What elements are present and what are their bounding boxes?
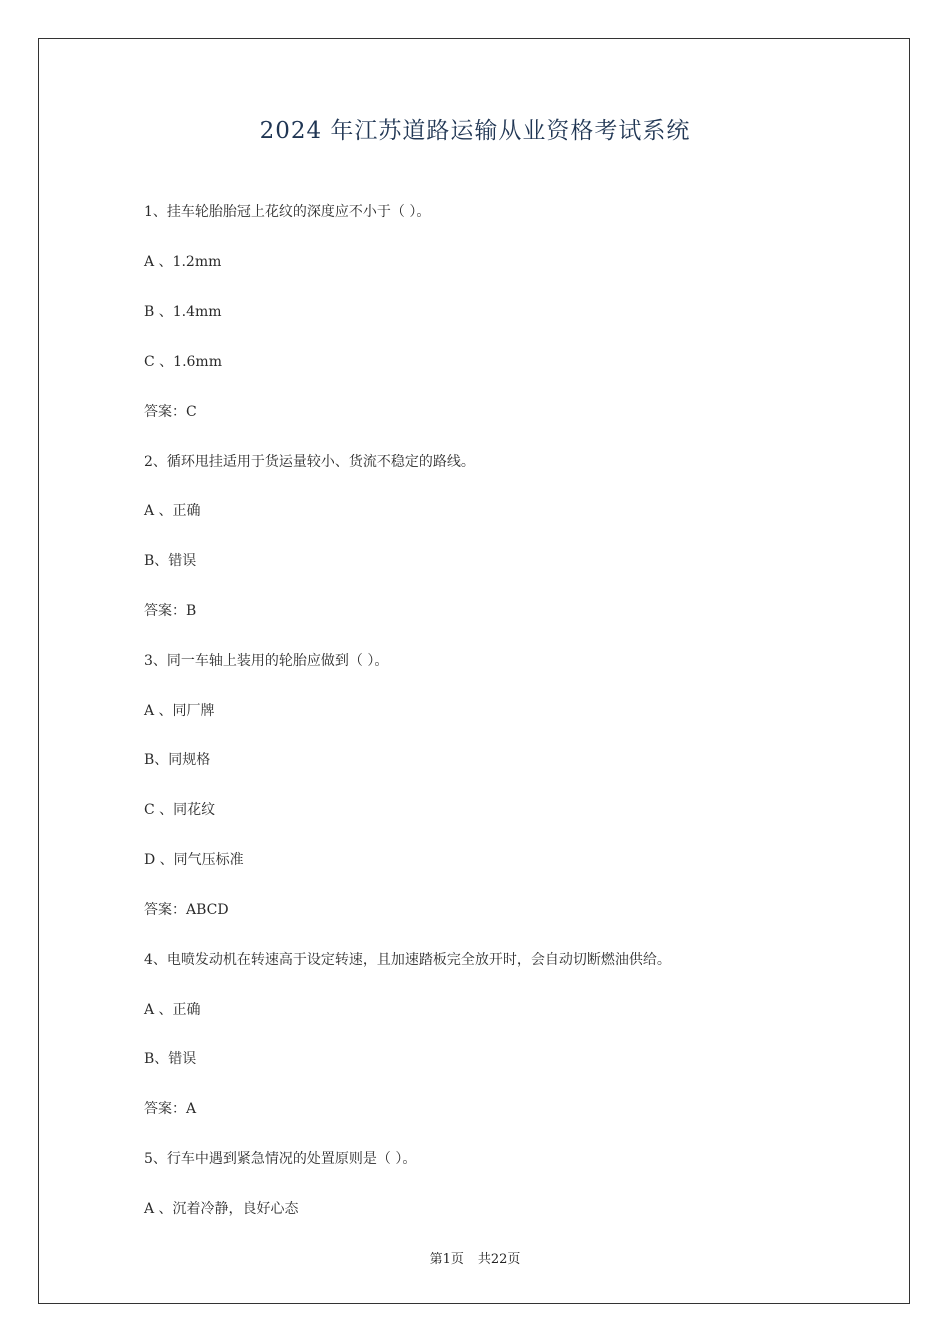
question-1: 1、挂车轮胎胎冠上花纹的深度应不小于（ ）。 [144, 204, 431, 220]
option-3d: D 、同气压标准 [144, 852, 244, 868]
question-5: 5、行车中遇到紧急情况的处置原则是（ ）。 [144, 1151, 417, 1167]
page-number: 第1页 [429, 1252, 464, 1267]
option-3b: B、同规格 [144, 752, 211, 768]
question-3: 3、同一车轴上装用的轮胎应做到（ ）。 [144, 653, 389, 669]
option-4a: A 、正确 [144, 1002, 201, 1018]
answer-3: 答案：ABCD [144, 902, 229, 918]
option-2a: A 、正确 [144, 503, 201, 519]
option-3c: C 、同花纹 [144, 802, 216, 818]
option-5a: A 、沉着冷静，良好心态 [144, 1201, 299, 1217]
option-1c: C 、1.6mm [144, 354, 222, 370]
answer-1: 答案：C [144, 404, 197, 420]
question-2: 2、循环甩挂适用于货运量较小、货流不稳定的路线。 [144, 454, 475, 470]
question-4: 4、电喷发动机在转速高于设定转速，且加速踏板完全放开时，会自动切断燃油供给。 [144, 952, 671, 968]
page-footer [0, 1248, 950, 1267]
option-3a: A 、同厂牌 [144, 703, 215, 719]
option-2b: B、错误 [144, 553, 197, 569]
answer-2: 答案：B [144, 603, 197, 619]
answer-4: 答案：A [144, 1101, 197, 1117]
option-1b: B 、1.4mm [144, 304, 222, 320]
page-total: 共22页 [477, 1252, 521, 1267]
document-title: 2024 年江苏道路运输从业资格考试系统 [259, 118, 691, 144]
option-4b: B、错误 [144, 1051, 197, 1067]
option-1a: A 、1.2mm [144, 254, 222, 270]
